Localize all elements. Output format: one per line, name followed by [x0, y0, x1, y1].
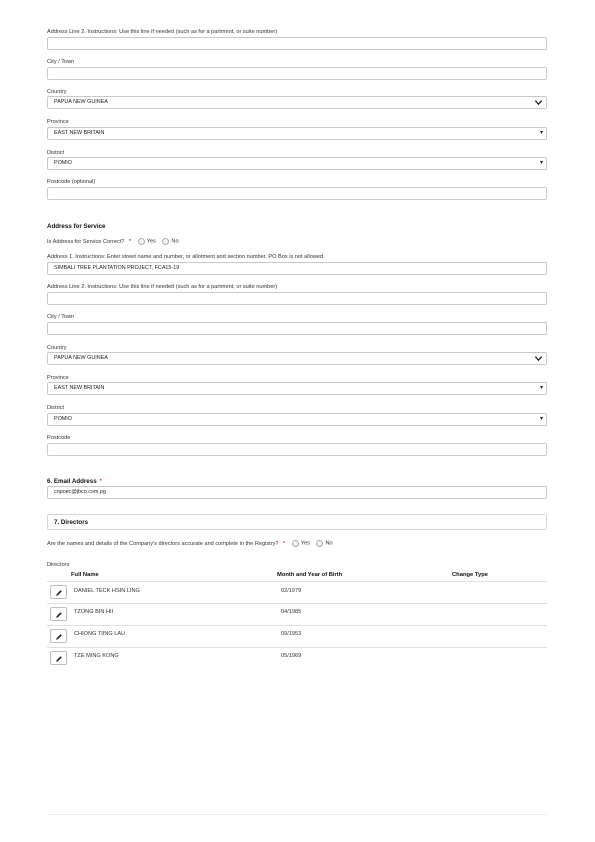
address-line2-input[interactable] — [47, 37, 547, 50]
directors-no-radio[interactable] — [316, 540, 323, 547]
district-select[interactable] — [47, 157, 547, 170]
service-district-select[interactable] — [47, 413, 547, 426]
service-heading: Address for Service — [47, 223, 106, 230]
required-mark: * — [283, 540, 286, 547]
director-name: TZONG BIN HII — [74, 609, 114, 615]
country-value: PAPUA NEW GUINEA — [54, 99, 108, 105]
service-line2-label: Address Line 2. Instructions: Use this line if needed (such as for a partment, or suite number) — [47, 284, 278, 290]
email-heading-text: 6. Email Address — [47, 478, 97, 485]
edit-director-button[interactable] — [50, 629, 67, 643]
service-city-input[interactable] — [47, 322, 547, 335]
directors-question-text: Are the names and details of the Company's directors accurate and complete in the Registry? — [47, 540, 279, 547]
chevron-down-icon — [534, 98, 543, 107]
city-label: City / Town — [47, 59, 75, 65]
director-name: CHIONG TIING LAU — [74, 631, 126, 637]
service-country-select[interactable] — [47, 352, 547, 365]
director-dob: 02/1979 — [281, 588, 302, 594]
postcode-input[interactable] — [47, 187, 547, 200]
edit-director-button[interactable] — [50, 585, 67, 599]
table-row-divider — [47, 603, 547, 604]
directors-section-header — [47, 514, 547, 530]
table-row-divider — [47, 625, 547, 626]
table-header-divider — [47, 581, 547, 582]
service-question-text: Is Address for Service Correct? — [47, 238, 125, 245]
email-heading — [47, 478, 102, 485]
service-postcode-label: Postcode — [47, 435, 71, 441]
director-dob: 05/1969 — [281, 653, 302, 659]
table-row-divider — [47, 647, 547, 648]
service-no-label[interactable]: No — [171, 238, 179, 245]
directors-yes-radio[interactable] — [292, 540, 299, 547]
service-district-value: POMIO — [54, 416, 72, 422]
director-name: TZE MING KONG — [74, 653, 119, 659]
service-district-label: District — [47, 405, 65, 411]
director-dob: 09/1953 — [281, 631, 302, 637]
province-value: EAST NEW BRITAIN — [54, 130, 105, 136]
directors-list-label: Directors — [47, 562, 70, 568]
directors-yes-label[interactable]: Yes — [300, 540, 310, 547]
postcode-label: Postcode (optional) — [47, 179, 96, 185]
pencil-icon — [55, 589, 63, 597]
edit-director-button[interactable] — [50, 651, 67, 665]
service-postcode-input[interactable] — [47, 443, 547, 456]
service-province-select[interactable] — [47, 382, 547, 395]
email-input[interactable]: cnpoec@jbco.com.pg — [47, 486, 547, 499]
required-mark: * — [99, 478, 103, 485]
district-value: POMIO — [54, 160, 72, 166]
service-country-label: Country — [47, 345, 67, 351]
service-country-value: PAPUA NEW GUINEA — [54, 355, 108, 361]
director-dob: 04/1985 — [281, 609, 302, 615]
country-select[interactable] — [47, 96, 547, 109]
directors-question — [47, 540, 333, 547]
province-select[interactable] — [47, 127, 547, 140]
required-mark: * — [128, 238, 132, 245]
country-label: Country — [47, 89, 67, 95]
column-header-birth: Month and Year of Birth — [277, 572, 343, 578]
service-question — [47, 238, 179, 245]
service-city-label: City / Town — [47, 314, 75, 320]
directors-heading: 7. Directors — [54, 519, 89, 526]
service-line1-input[interactable]: SIMBALI TREE PLANTATION PROJECT, FCA15-19 — [47, 262, 547, 275]
column-header-full-name: Full Name — [71, 572, 99, 578]
edit-director-button[interactable] — [50, 607, 67, 621]
director-name: DANIEL TECK HSIN LING — [74, 588, 140, 594]
province-label: Province — [47, 119, 69, 125]
service-no-radio[interactable] — [162, 238, 169, 245]
directors-no-label[interactable]: No — [325, 540, 333, 547]
service-line1-label: Address 1. Instructions: Enter street name and number, or allotment and section number. PO Box is not allowed. — [47, 254, 325, 260]
service-province-value: EAST NEW BRITAIN — [54, 385, 105, 391]
triangle-down-icon: ▾ — [539, 130, 543, 136]
footer-divider — [47, 814, 547, 815]
triangle-down-icon: ▾ — [539, 385, 543, 391]
pencil-icon — [55, 611, 63, 619]
service-line2-input[interactable] — [47, 292, 547, 305]
pencil-icon — [55, 655, 63, 663]
service-yes-radio[interactable] — [138, 238, 145, 245]
pencil-icon — [55, 633, 63, 641]
service-yes-label[interactable]: Yes — [146, 238, 156, 245]
chevron-down-icon — [534, 354, 543, 363]
triangle-down-icon: ▾ — [539, 160, 543, 166]
column-header-change-type: Change Type — [452, 572, 488, 578]
triangle-down-icon: ▾ — [539, 416, 543, 422]
service-province-label: Province — [47, 375, 69, 381]
address-line2-label: Address Line 2. Instructions: Use this line if needed (such as for a partment, or suite number) — [47, 29, 278, 35]
city-input[interactable] — [47, 67, 547, 80]
district-label: District — [47, 150, 65, 156]
